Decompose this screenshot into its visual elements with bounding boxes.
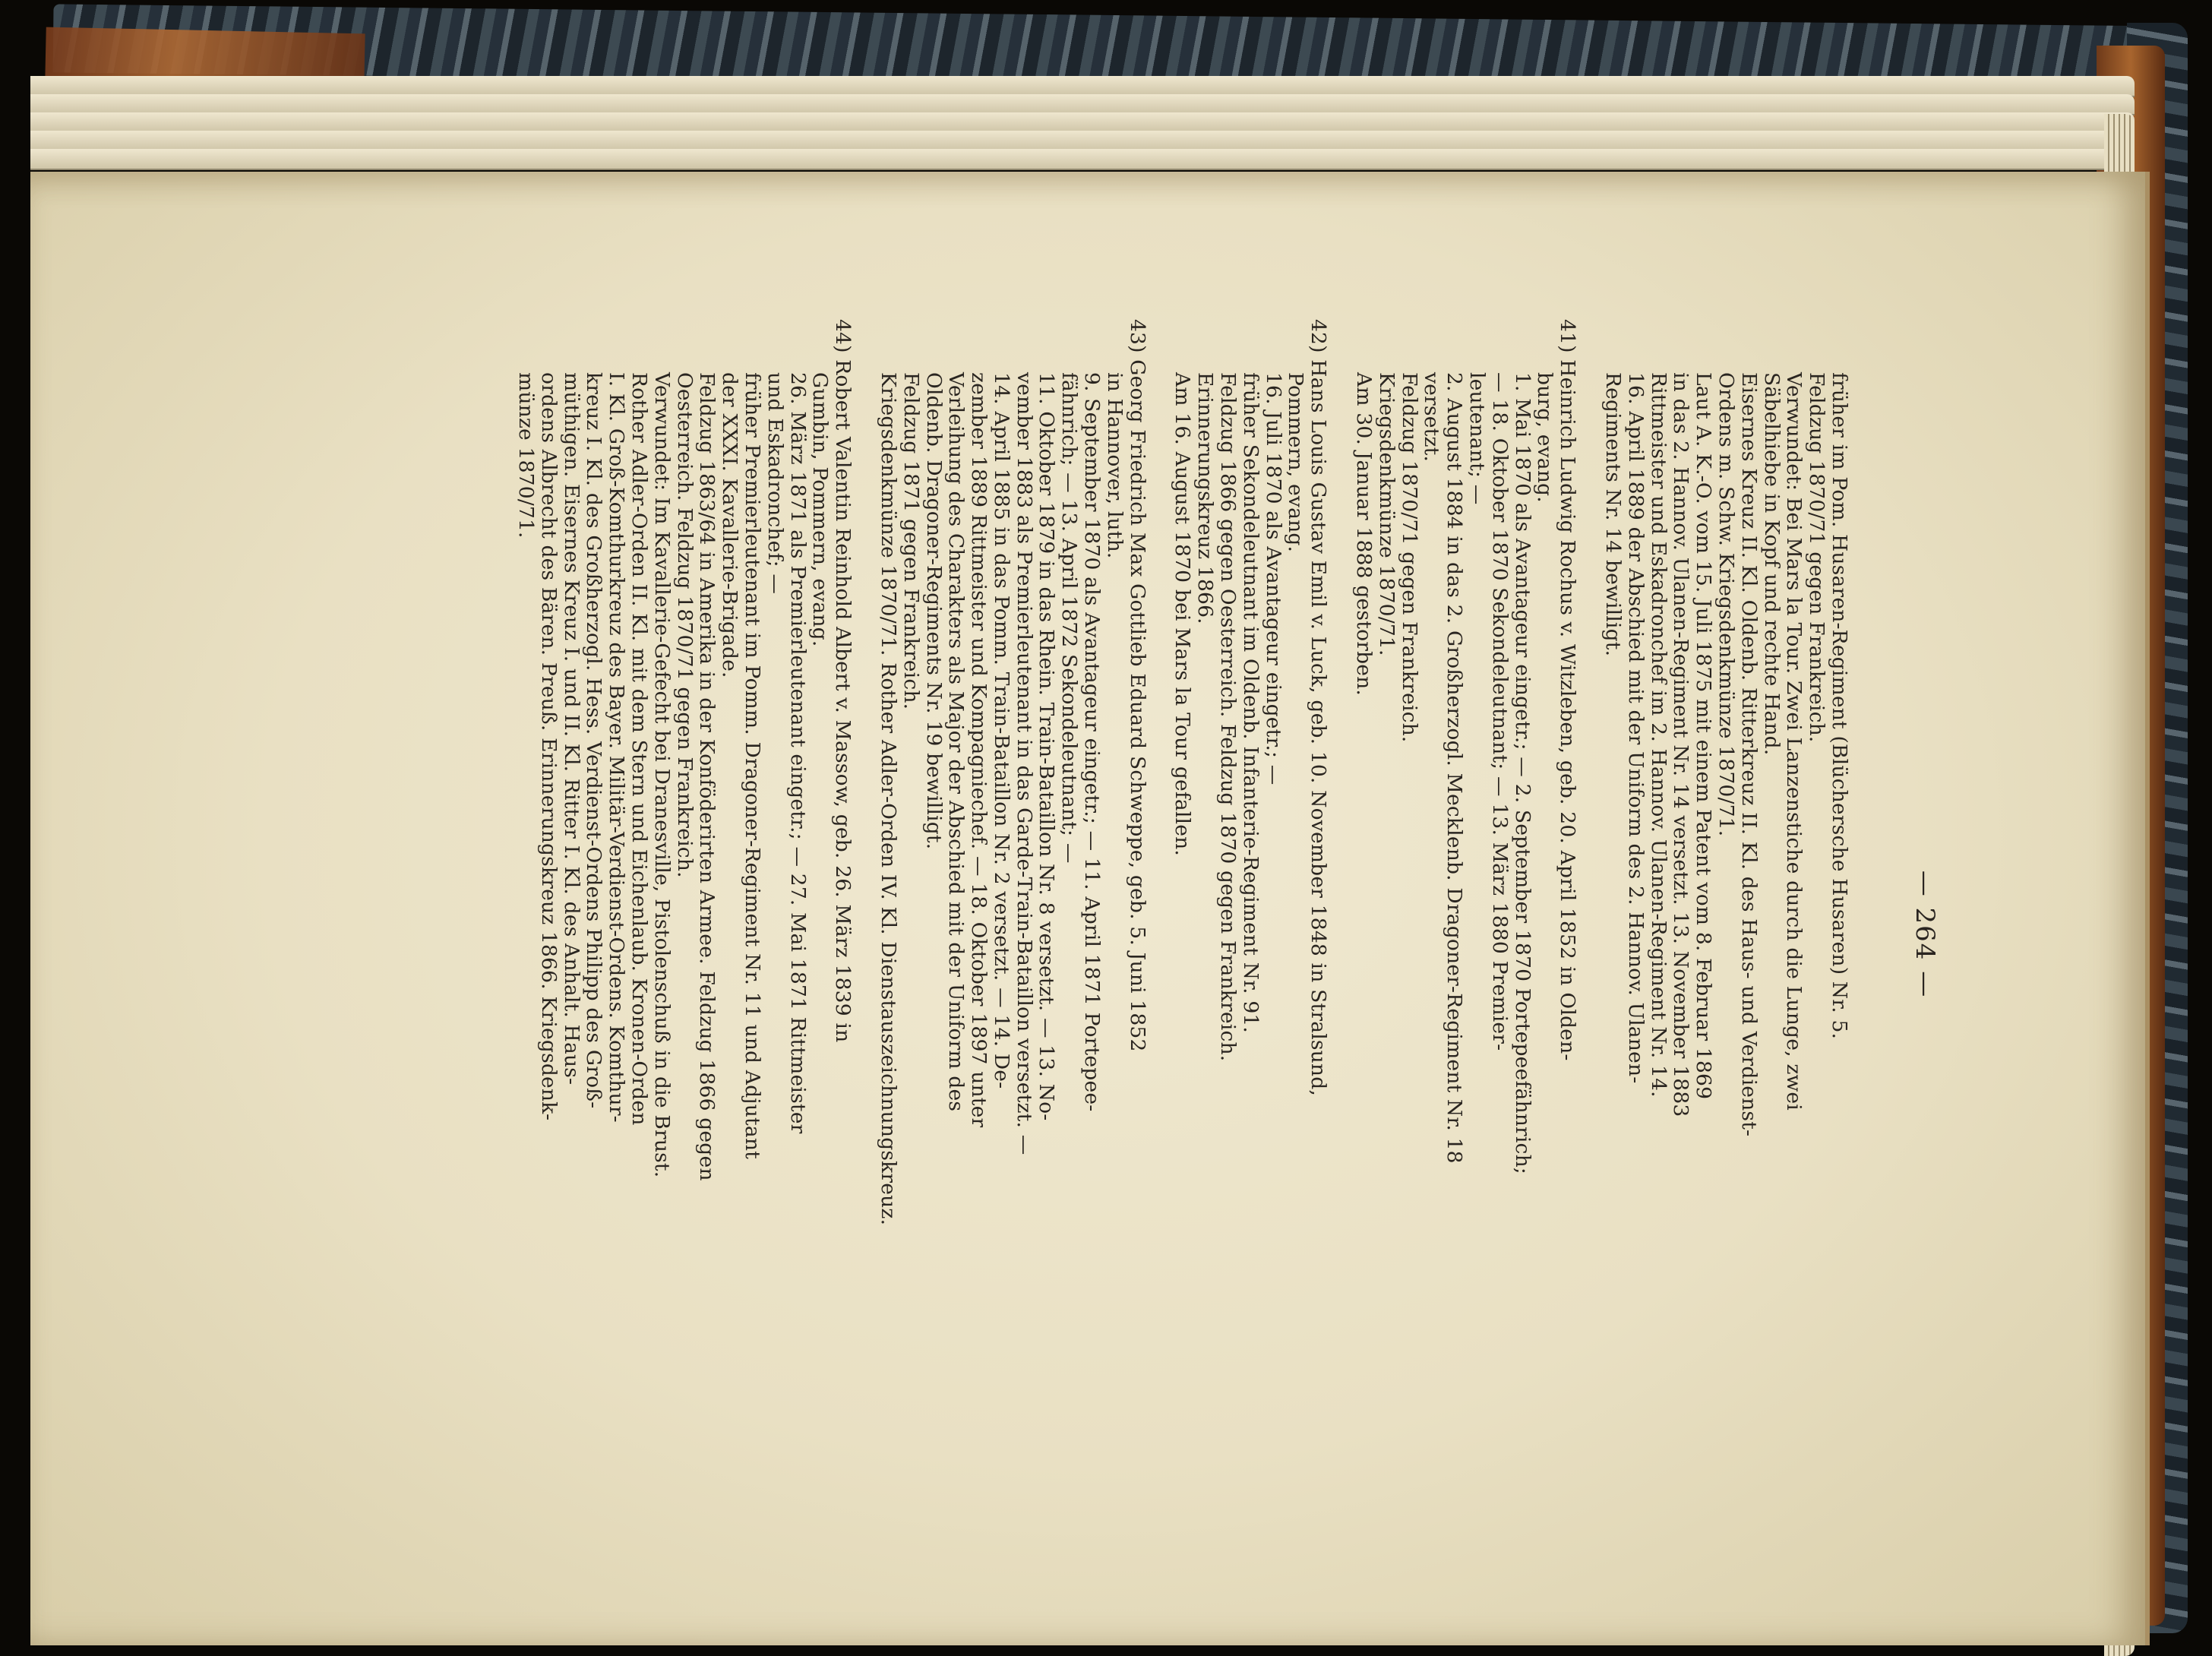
entry-text-line: in Hannover, luth.	[1102, 372, 1127, 559]
entry-text-line: früher Sekondeleutnant im Oldenb. Infanterie-Regiment Nr. 91.	[1238, 372, 1262, 1034]
entry-text-line: Feldzug 1870/71 gegen Frankreich.	[1397, 372, 1421, 743]
entry-heading-line: 41) Heinrich Ludwig Rochus v. Witzleben, geb. 20. April 1852 in Olden-	[1556, 319, 1580, 1061]
entry-text-line: Ordens m. Schw. Kriegsdenkmünze 1870/71.	[1714, 372, 1739, 837]
entry-heading-line: 42) Hans Louis Gustav Emil v. Luck, geb. 10. November 1848 in Stralsund,	[1307, 319, 1331, 1096]
entry-text-line: Eisernes Kreuz II. Kl. Oldenb. Ritterkreuz II. Kl. des Haus- und Verdienst-	[1736, 372, 1761, 1137]
register-entry	[514, 319, 854, 1550]
entry-text-line: früher Premierleutenant im Pomm. Dragoner-Regiment Nr. 11 und Adjutant	[740, 372, 764, 1159]
entry-text-line: in das 2. Hannov. Ulanen-Regiment Nr. 14 versetzt. 13. November 1883	[1669, 372, 1693, 1117]
entry-text-line: Feldzug 1866 gegen Oesterreich. Feldzug 1870 gegen Frankreich.	[1216, 372, 1240, 1062]
entry-text-line: 16. April 1889 der Abschied mit der Uniform des 2. Hannov. Ulanen-	[1623, 372, 1648, 1084]
entry-spacer	[1149, 319, 1171, 1550]
entry-text-line: 26. März 1871 als Premierleutenant eingetr.; — 27. Mai 1871 Rittmeister	[785, 372, 810, 1134]
entry-text-line: vember 1883 als Premierleutenant in das Garde-Train-Bataillon versetzt. —	[1012, 372, 1036, 1155]
entry-text-line: früher im Pom. Husaren-Regiment (Blüchersche Husaren) Nr. 5.	[1828, 372, 1851, 1040]
entry-text-line: Feldzug 1870/71 gegen Frankreich.	[1805, 372, 1829, 743]
entry-text-line: versetzt.	[1420, 372, 1444, 463]
entry-text-line: Am 16. August 1870 bei Mars la Tour gefallen.	[1171, 372, 1195, 857]
entry-text-line: 1. Mai 1870 als Avantageur eingetr.; — 2. September 1870 Portepeefähnrich;	[1510, 372, 1534, 1174]
entry-text-line: burg, evang.	[1533, 372, 1557, 503]
entry-text-line: Feldzug 1871 gegen Frankreich.	[899, 372, 923, 710]
entry-text-line: ordens Albrecht des Bären. Preuß. Erinnerungskreuz 1866. Kriegsdenk-	[536, 372, 561, 1121]
entry-text-line: und Eskadronchef; —	[763, 372, 787, 595]
entry-text-line: Rother Adler-Orden II. Kl. mit dem Stern und Eichenlaub. Kronen-Orden	[627, 372, 651, 1126]
entry-text-line: Oldenb. Dragoner-Regiments Nr. 19 bewilligt.	[921, 372, 946, 850]
entry-text-line: zember 1889 Rittmeister und Kompagniechef. — 18. Oktober 1897 unter	[967, 372, 991, 1128]
entry-text-line: 11. Oktober 1879 in das Rhein. Train-Bataillon Nr. 8 versetzt. — 13. No-	[1035, 372, 1059, 1121]
register-entry	[1601, 319, 1850, 1550]
entry-text-line: Kriegsdenkmünze 1870/71.	[1374, 372, 1398, 656]
entry-heading-line: 43) Georg Friedrich Max Gottlieb Eduard Schweppe, geb. 5. Juni 1852	[1125, 319, 1149, 1052]
rotated-page-text	[280, 319, 1940, 1550]
entry-text-line: Verwundet: Im Kavallerie-Gefecht bei Dranesville, Pistolenschuß in die Brust.	[649, 372, 674, 1178]
entry-text-line: Am 30. Januar 1888 gestorben.	[1352, 372, 1376, 697]
entry-text-line: münze 1870/71.	[514, 372, 538, 539]
entry-spacer	[1578, 319, 1601, 1550]
entry-text-line: Gumbin, Pommern, evang.	[808, 372, 833, 647]
entry-text-line: leutenant; —	[1465, 372, 1490, 505]
entry-text-line: 16. Juli 1870 als Avantageur eingetr.; —	[1261, 372, 1285, 785]
page-body	[514, 319, 1850, 1550]
entry-text-line: — 18. Oktober 1870 Sekondeleutnant; — 13. März 1880 Premier-	[1487, 372, 1512, 1051]
entry-text-line: müthigen. Eisernes Kreuz I. und II. Kl. Ritter I. Kl. des Anhalt. Haus-	[559, 372, 583, 1086]
register-entry	[1352, 319, 1578, 1550]
register-entry	[877, 319, 1149, 1550]
entry-text-line: I. Kl. Groß-Komthurkreuz des Bayer. Militär-Verdienst-Ordens. Komthur-	[605, 372, 629, 1123]
entry-text-line: Pommern, evang.	[1284, 372, 1308, 553]
entry-text-line: Verleihung des Charakters als Major der Abschied mit der Uniform des	[944, 372, 969, 1112]
entry-text-line: fähnrich; — 13. April 1872 Sekondeleutnant; —	[1057, 372, 1082, 864]
entry-text-line: Säbelhiebe in Kopf und rechte Hand.	[1759, 372, 1784, 756]
entry-text-line: 2. August 1884 in das 2. Großherzogl. Mecklenb. Dragoner-Regiment Nr. 18	[1443, 372, 1467, 1164]
entry-spacer	[1329, 319, 1352, 1550]
entry-heading-line: 44) Robert Valentin Reinhold Albert v. Massow, geb. 26. März 1839 in	[831, 319, 855, 1043]
entry-text-line: Laut A. K.-O. vom 15. Juli 1875 mit einem Patent vom 8. Februar 1869	[1692, 372, 1716, 1100]
page-number: — 264 —	[1910, 870, 1940, 999]
entry-text-line: Feldzug 1863/64 in Amerika in der Konföderirten Armee. Feldzug 1866 gegen	[695, 372, 719, 1181]
entry-text-line: Regiments Nr. 14 bewilligt.	[1601, 372, 1626, 657]
entry-text-line: der XXXI. Kavallerie-Brigade.	[718, 372, 742, 678]
entry-text-line: Kriegsdenkmünze 1870/71. Rother Adler-Orden IV. Kl. Dienstauszeichnungskreuz.	[876, 372, 900, 1226]
entry-text-line: Verwundet: Bei Mars la Tour. Zwei Lanzenstiche durch die Lunge, zwei	[1782, 372, 1806, 1111]
entry-text-line: Oesterreich. Feldzug 1870/71 gegen Frankreich.	[672, 372, 697, 878]
register-entry	[1171, 319, 1330, 1550]
entry-text-line: Rittmeister und Eskadronchef im 2. Hannov. Ulanen-Regiment Nr. 14.	[1646, 372, 1670, 1098]
entry-text-line: 14. April 1885 in das Pomm. Train-Bataillon Nr. 2 versetzt. — 14. De-	[989, 372, 1013, 1089]
entry-spacer	[854, 319, 877, 1550]
entry-text-line: 9. September 1870 als Avantageur eingetr.; — 11. April 1871 Portepee-	[1080, 372, 1104, 1112]
page-edge	[30, 149, 2135, 170]
entry-text-line: Erinnerungskreuz 1866.	[1193, 372, 1218, 624]
entry-text-line: kreuz I. Kl. des Großherzogl. Hess. Verdienst-Ordens Philipp des Groß-	[582, 372, 606, 1109]
